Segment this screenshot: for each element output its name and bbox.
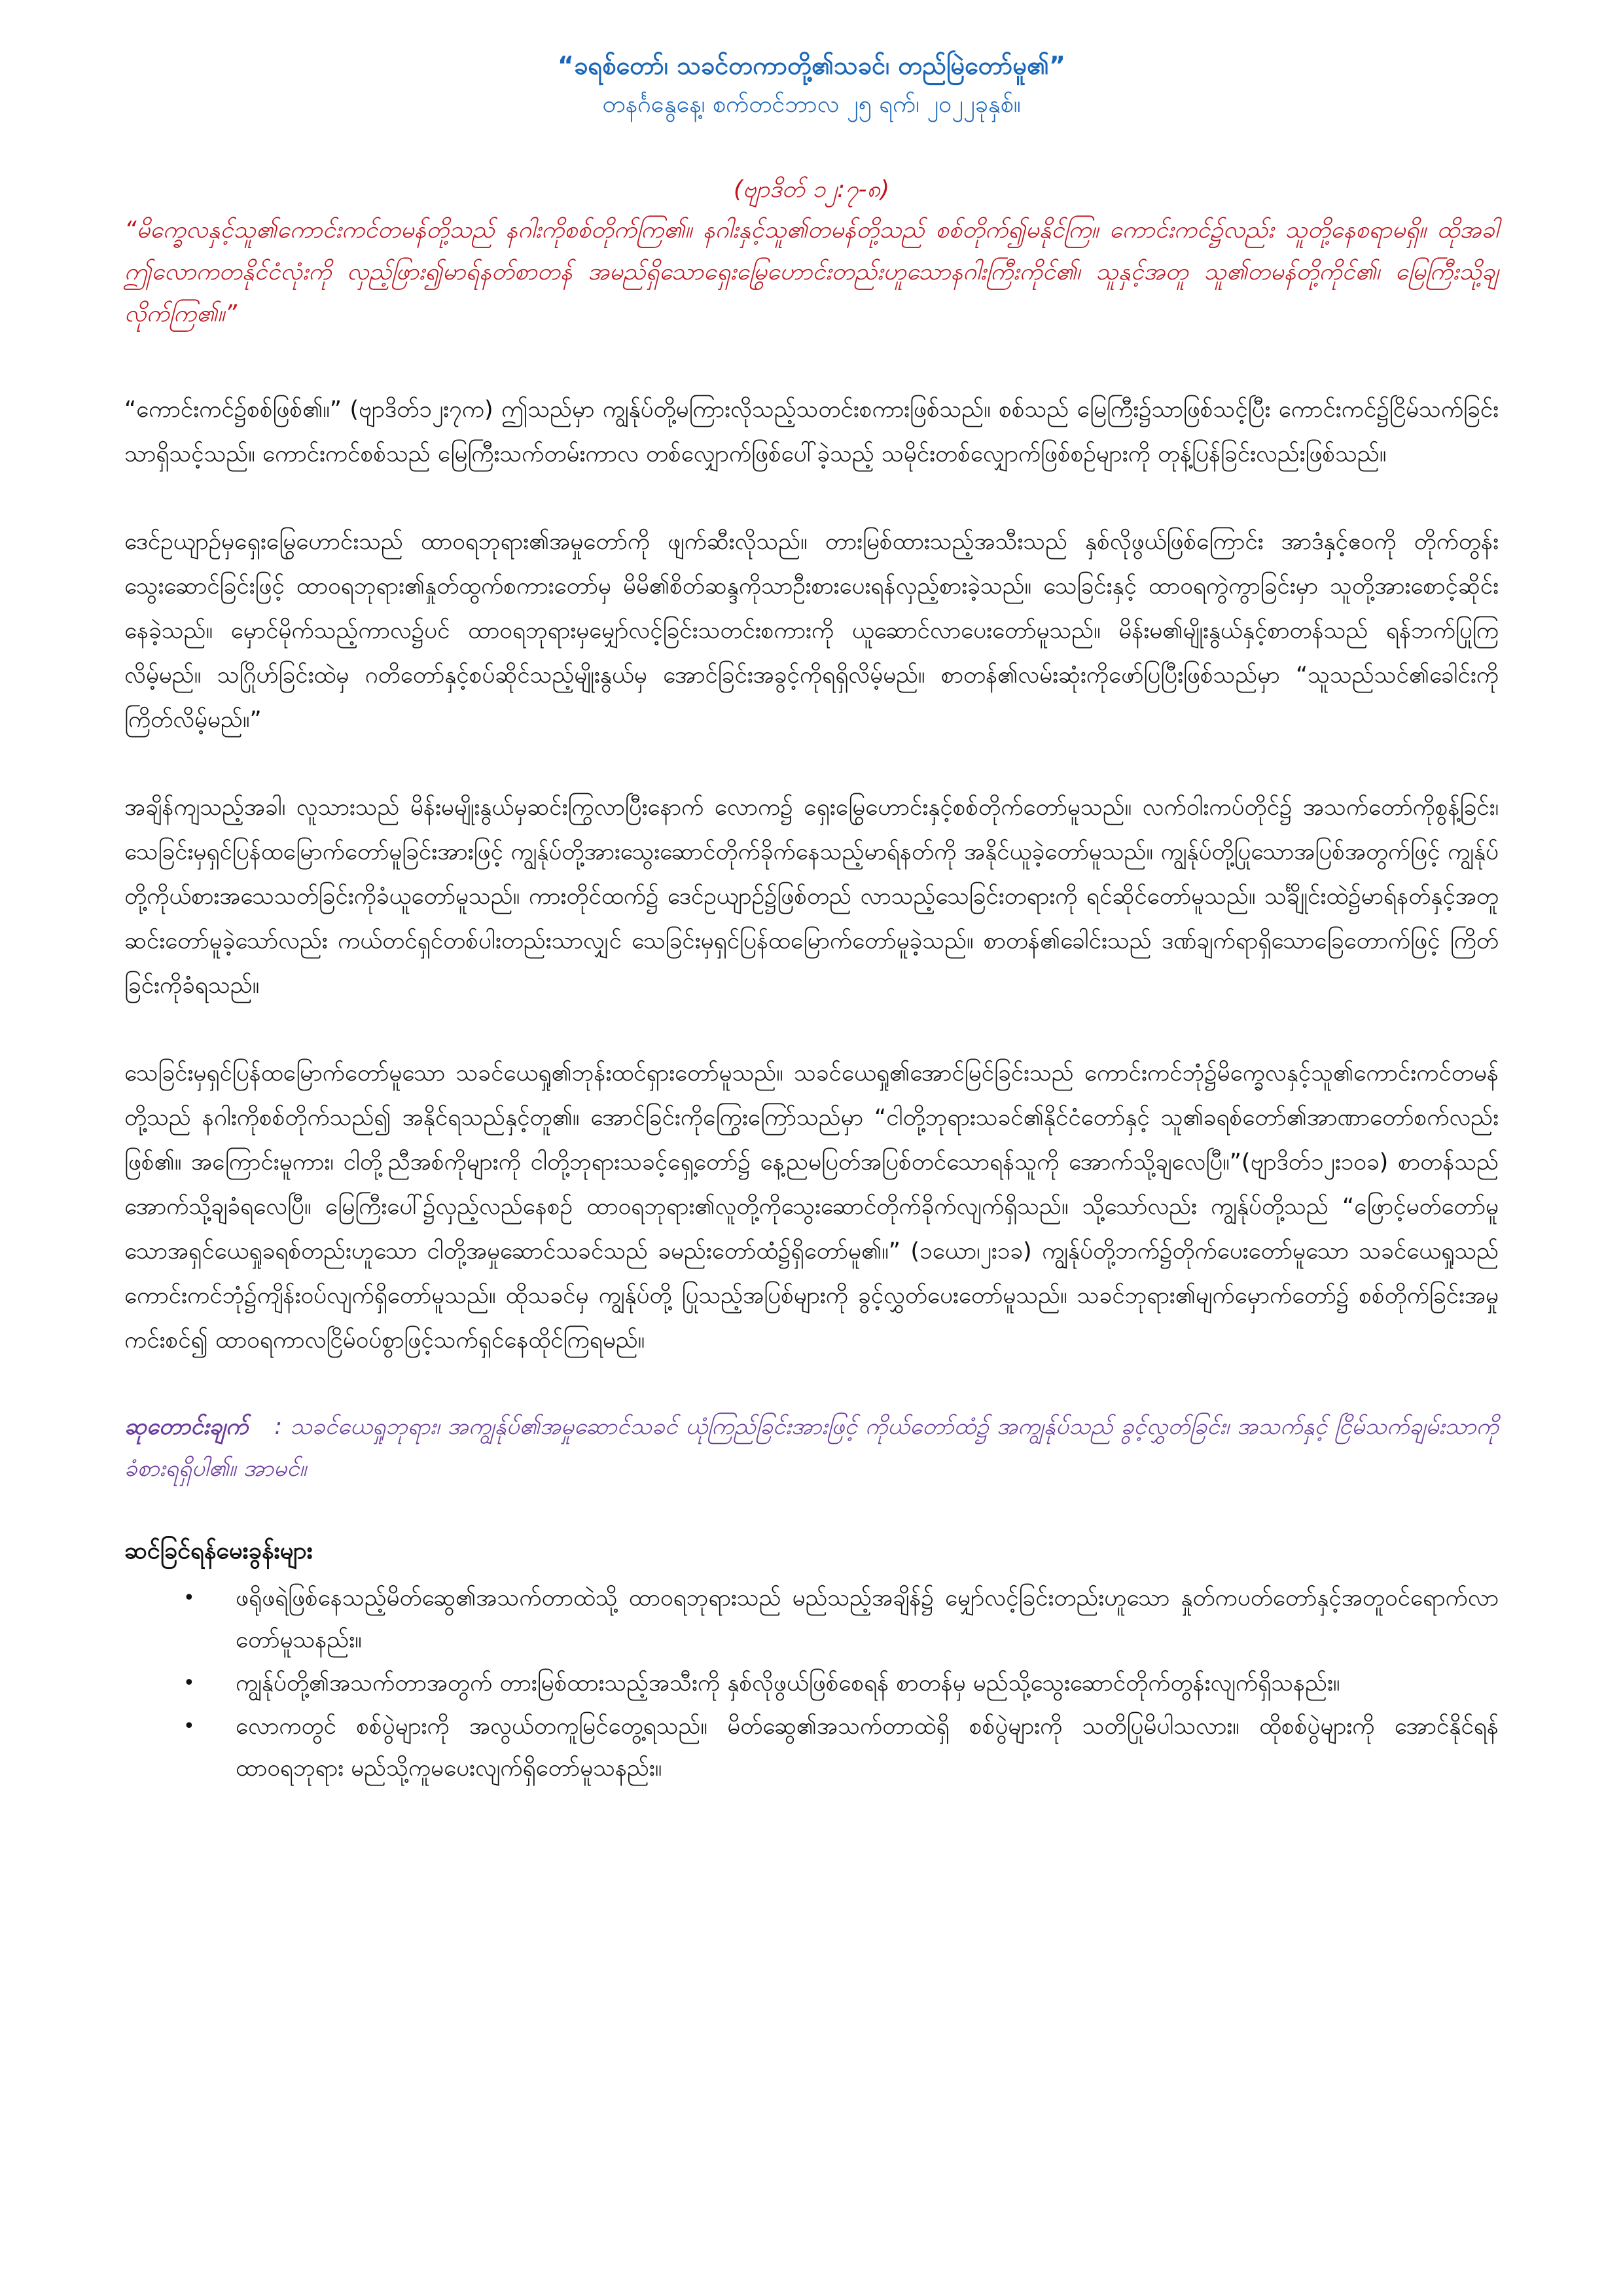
body-paragraph-4: သေခြင်းမှရှင်ပြန်ထမြောက်တော်မူသော သခင်ယေရှု၏ဘုန်းထင်ရှားတော်မူသည်။ သခင်ယေရှု၏အောင်မြင်ခြင်းသည် ကောင်းကင်ဘုံ၌မိက္ခေလနှင့်သူ၏ကောင်းကင်တမန်တို့သည် နဂါးကိုစစ်တိုက်သည်၍ အနိုင်ရသည်နှင့်တူ၏။ အောင်ခြင်းကိုကြွေးကြော်သည်မှာ “ငါတို့ဘုရားသခင်၏နိုင်ငံတော်နှင့် သူ၏ခရစ်တော်၏အာဏာတော်စက်လည်းဖြစ်၏။ အကြောင်းမူကား၊ ငါတို့ညီအစ်ကိုများကို ငါတို့ဘုရားသခင့်ရှေ့တော်၌ နေ့ညမပြတ်အပြစ်တင်သောရန်သူကို အောက်သို့ချလေပြီ။”(ဗျာဒိတ်၁၂း၁၀ခ) စာတန်သည် အောက်သို့ချခံရလေပြီ။ မြေကြီးပေါ်၌လှည့်လည်နေစဉ် ထာဝရဘုရား၏လူတို့ကိုသွေးဆောင်တိုက်ခိုက်လျက်ရှိသည်။ သို့သော်လည်း ကျွန်ုပ်တို့သည် “ဖြောင့်မတ်တော်မူသောအရှင်ယေရှုခရစ်တည်းဟူသော ငါတို့အမှုဆောင်သခင်သည် ခမည်းတော်ထံ၌ရှိတော်မူ၏။” (၁ယော၊၂း၁ခ) ကျွန်ုပ်တို့ဘက်၌တိုက်ပေးတော်မူသော သခင်ယေရှုသည် ကောင်းကင်ဘုံ၌ကျိန်းဝပ်လျက်ရှိတော်မူသည်။ ထိုသခင်မှ ကျွန်ုပ်တို့ ပြုသည့်အပြစ်များကို ခွင့်လွှတ်ပေးတော်မူသည်။ သခင်ဘုရား၏မျက်မှောက်တော်၌ စစ်တိုက်ခြင်းအမှုကင်းစင်၍ ထာဝရကာလငြိမ်ဝပ်စွာဖြင့်သက်ရှင်နေထိုင်ကြရမည်။: [124, 1060, 1499, 1354]
prayer-text: : သခင်ယေရှုဘုရား၊ အကျွန်ုပ်၏အမှုဆောင်သခင် ယုံကြည်ခြင်းအားဖြင့် ကိုယ်တော်ထံ၌ အကျွန်ုပ်သည် ခွင့်လွှတ်ခြင်း၊ အသက်နှင့် ငြိမ်သက်ချမ်းသာကို ခံစားရရှိပါ၏။ အာမင်။: [124, 1414, 1499, 1482]
list-item: [183, 1662, 1499, 1704]
question-text: ကျွန်ုပ်တို့၏အသက်တာအတွက် တားမြစ်ထားသည့်အသီးကို နှစ်လိုဖွယ်ဖြစ်စေရန် စာတန်မှ မည်သို့သွေးဆောင်တိုက်တွန်းလျက်ရှိသနည်း။: [236, 1670, 1340, 1696]
page-date: တနင်္ဂနွေနေ့၊ စက်တင်ဘာလ ၂၅ ရက်၊ ၂၀၂၂ခုနှစ်။: [602, 91, 1021, 118]
prayer-section: [124, 1406, 1499, 1490]
bullet-icon: •: [183, 1672, 195, 1695]
questions-heading: ဆင်ခြင်ရန်မေးခွန်းများ: [124, 1537, 313, 1564]
body-paragraph-2: ဒေင်ဥယျာဉ်မှရှေးမြွေဟောင်းသည် ထာဝရဘုရား၏အမှုတော်ကို ဖျက်ဆီးလိုသည်။ တားမြစ်ထားသည့်အသီးသည် နှစ်လိုဖွယ်ဖြစ်ကြောင်း အာဒံနှင့်ဧဝကို တိုက်တွန်းသွေးဆောင်ခြင်းဖြင့် ထာဝရဘုရား၏နှုတ်ထွက်စကားတော်မှ မိမိ၏စိတ်ဆန္ဒကိုသာဦးစားပေးရန်လှည့်စားခဲ့သည်။ သေခြင်းနှင့် ထာဝရကွဲကွာခြင်းမှာ သူတို့အားစောင့်ဆိုင်းနေခဲ့သည်။ မှောင်မိုက်သည့်ကာလ၌ပင် ထာဝရဘုရားမှမျှော်လင့်ခြင်းသတင်းစကားကို ယူဆောင်လာပေးတော်မူသည်။ မိန်းမ၏မျိုးနွယ်နှင့်စာတန်သည် ရန်ဘက်ပြုကြလိမ့်မည်။ သဂြိုဟ်ခြင်းထဲမှ ဂတိတော်နှင့်စပ်ဆိုင်သည့်မျိုးနွယ်မှ အောင်ခြင်းအခွင့်ကိုရရှိလိမ့်မည်။ စာတန်၏လမ်းဆုံးကိုဖော်ပြပြီးဖြစ်သည်မှာ “သူသည်သင်၏ခေါင်းကို ကြိတ်လိမ့်မည်။”: [124, 529, 1499, 733]
body-paragraph-1: “ကောင်းကင်၌စစ်ဖြစ်၏။” (ဗျာဒိတ်၁၂း၇က) ဤသည်မှာ ကျွန်ုပ်တို့မကြားလိုသည့်သတင်းစကားဖြစ်သည်။ စစ်သည် မြေကြီး၌သာဖြစ်သင့်ပြီး ကောင်းကင်၌ငြိမ်သက်ခြင်းသာရှိသင့်သည်။ ကောင်းကင်စစ်သည် မြေကြီးသက်တမ်းကာလ တစ်လျှောက်ဖြစ်ပေါ်ခဲ့သည့် သမိုင်းတစ်လျှောက်ဖြစ်စဉ်များကို တုန့်ပြန်ခြင်းလည်းဖြစ်သည်။: [124, 397, 1499, 467]
body-paragraph-3: အချိန်ကျသည့်အခါ၊ လူသားသည် မိန်းမမျိုးနွယ်မှဆင်းကြွလာပြီးနောက် လောက၌ ရှေးမြွေဟောင်းနှင့်စစ်တိုက်တော်မူသည်။ လက်ဝါးကပ်တိုင်၌ အသက်တော်ကိုစွန့်ခြင်း၊ သေခြင်းမှရှင်ပြန်ထမြောက်တော်မူခြင်းအားဖြင့် ကျွန်ုပ်တို့အားသွေးဆောင်တိုက်ခိုက်နေသည့်မာရ်နတ်ကို အနိုင်ယူခဲ့တော်မူသည်။ ကျွန်ုပ်တို့ပြုသောအပြစ်အတွက်ဖြင့် ကျွန်ုပ်တို့ကိုယ်စားအသေသတ်ခြင်းကိုခံယူတော်မူသည်။ ကားတိုင်ထက်၌ ဒေင်ဥယျာဉ်၌ဖြစ်တည် လာသည့်သေခြင်းတရားကို ရင်ဆိုင်တော်မူသည်။ သင်္ချိုင်းထဲ၌မာရ်နတ်နှင့်အတူဆင်းတော်မူခဲ့သော်လည်း ကယ်တင်ရှင်တစ်ပါးတည်းသာလျှင် သေခြင်းမှရှင်ပြန်ထမြောက်တော်မူခဲ့သည်။ စာတန်၏ခေါင်းသည် ဒဏ်ချက်ရာရှိသောခြေတောက်ဖြင့် ကြိတ်ခြင်းကိုခံရသည်။: [124, 795, 1499, 999]
prayer-label: ဆုတောင်းချက်: [124, 1414, 249, 1440]
list-item: [183, 1577, 1499, 1661]
scripture-quote: “မိက္ခေလနှင့်သူ၏ကောင်းကင်တမန်တို့သည် နဂါးကိုစစ်တိုက်ကြ၏။ နဂါးနှင့်သူ၏တမန်တို့သည် စစ်တိုက်၍မနိုင်ကြ။ ကောင်းကင်၌လည်း သူတို့နေစရာမရှိ။ ထိုအခါ ဤလောကတနိုင်ငံလုံးကို လှည့်ဖြား၍မာရ်နတ်စာတန် အမည်ရှိသောရှေးမြွေဟောင်းတည်းဟူသောနဂါးကြီးကိုင်၏၊ သူနှင့်အတူ သူ၏တမန်တို့ကိုင်၏၊ မြေကြီးသို့ချလိုက်ကြ၏။”: [124, 217, 1499, 327]
bullet-icon: •: [183, 1587, 195, 1609]
questions-list: [124, 1577, 1499, 1789]
scripture-reference: (ဗျာဒိတ် ၁၂:၇-၈): [733, 176, 890, 203]
question-text: လောကတွင် စစ်ပွဲများကို အလွယ်တကူမြင်တွေ့ရသည်။ မိတ်ဆွေ၏အသက်တာထဲရှိ စစ်ပွဲများကို သတိပြုမိပါသလား။ ထိုစစ်ပွဲများကို အောင်နိုင်ရန် ထာဝရဘုရား မည်သို့ကူမပေးလျက်ရှိတော်မူသနည်း။: [236, 1713, 1499, 1782]
page-title: “ခရစ်တော်၊ သခင်တကာတို့၏သခင်၊ တည်မြဲတော်မူ၏”: [558, 51, 1065, 80]
question-text: ဖရိုဖရဲဖြစ်နေသည့်မိတ်ဆွေ၏အသက်တာထဲသို့ ထာဝရဘုရားသည် မည်သည့်အချိန်၌ မျှော်လင့်ခြင်းတည်းဟူသော နှုတ်ကပတ်တော်နှင့်အတူဝင်ရောက်လာတော်မူသနည်း။: [236, 1585, 1499, 1653]
bullet-icon: •: [183, 1715, 195, 1738]
list-item: [183, 1706, 1499, 1789]
